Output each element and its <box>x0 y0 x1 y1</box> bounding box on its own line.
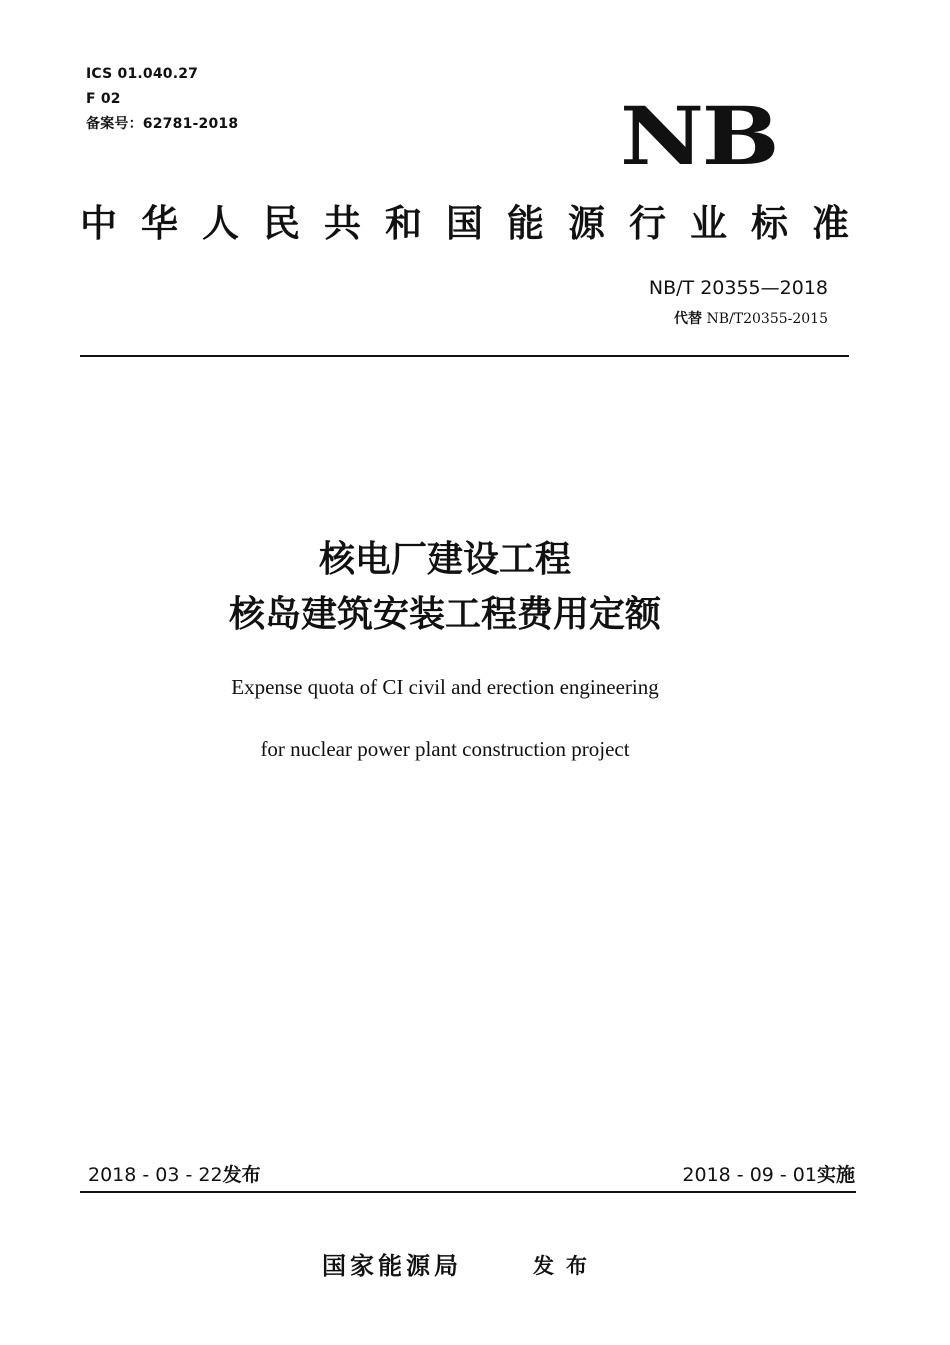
issue-date-suffix: 发布 <box>222 1164 261 1186</box>
replaces-label: 代替 <box>674 311 703 327</box>
implementation-date-value: 2018 - 09 - 01 <box>682 1164 817 1186</box>
title-en-line1: Expense quota of CI civil and erection engineering <box>231 675 659 699</box>
nb-logo: NB <box>620 89 778 183</box>
ics-code: ICS 01.040.27 <box>86 66 199 82</box>
issue-date-value: 2018 - 03 - 22 <box>88 1164 223 1186</box>
implementation-date <box>682 1162 855 1188</box>
replaces-line <box>674 310 828 328</box>
standard-number: NB/T 20355—2018 <box>648 277 828 299</box>
replaces-number: NB/T20355-2015 <box>706 311 828 327</box>
title-zh-line2: 核岛建筑安装工程费用定额 <box>228 594 661 635</box>
publisher: 国家能源局 <box>322 1252 462 1280</box>
issue-date <box>88 1162 261 1188</box>
implementation-date-suffix: 实施 <box>816 1164 855 1186</box>
ccs-code: F 02 <box>86 91 121 107</box>
standard-type-heading: 中华人民共和国能源行业标准 <box>80 202 873 245</box>
publish-word: 发布 <box>533 1254 599 1278</box>
header-divider <box>80 355 849 357</box>
title-zh-line1: 核电厂建设工程 <box>318 539 571 580</box>
title-en-line2: for nuclear power plant construction project <box>260 737 630 761</box>
footer-divider <box>80 1191 856 1193</box>
record-number: 备案号：62781-2018 <box>86 116 239 132</box>
